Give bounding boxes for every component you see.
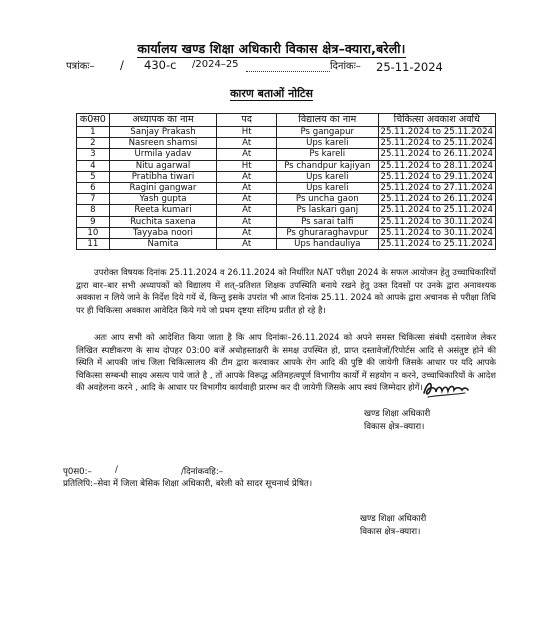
col-leave-period: चिकित्सा अवकाश अवधि [378,114,496,127]
cell-leave-period: 25.11.2024 to 30.11.2024 [378,216,496,227]
table-row [77,138,496,149]
table-row [77,182,496,193]
cell-serial: 2 [77,138,110,149]
ref-dotted-line [246,71,330,72]
office-title-text: कार्यालय खण्ड शिक्षा अधिकारी विकास क्षेत्र–क्यारा,बरेली। [137,41,406,56]
cell-teacher-name: Nasreen shamsi [109,138,217,149]
cell-teacher-name: Namita [109,238,217,249]
cell-teacher-name: Nitu agarwal [109,160,217,171]
col-post: पद [217,114,277,127]
cell-school: Ups kareli [277,182,378,193]
cell-teacher-name: Urmila yadav [109,149,217,160]
cell-school: Ups kareli [277,171,378,182]
cell-leave-period: 25.11.2024 to 26.11.2024 [378,194,496,205]
cell-serial: 10 [77,227,110,238]
table-row [77,171,496,182]
cell-school: Ps laskari ganj [277,205,378,216]
cell-teacher-name: Reeta kumari [109,205,217,216]
cell-post: At [217,205,277,216]
cell-post: At [217,171,277,182]
copy-to-text: प्रतिलिपि:–सेवा में जिला बेसिक शिक्षा अधिकारी, बरेली को सादर सूचनार्थ प्रेषित। [63,479,313,489]
office-title [0,40,543,57]
ref-date: 25-11-2024 [376,60,443,74]
cell-leave-period: 25.11.2024 to 30.11.2024 [378,227,496,238]
body-paragraph-2: अतः आप सभी को आदेशित किया जाता है कि आप दिनांकः–26.11.2024 को अपने समस्त चिकित्सा संबंधी दस्तावेज लेकर लिखित स्पष्टीकरण के साथ दोपहर 03:00 बजें अधोहस्ताक्षरी के समक्ष उपस्थित हो, प्राप्त दस्तावेजों/रिपोर्टस आदि से असंतुष्ट होने की स्थिति में आपकी जांच जिला चिकित्सालय की टीम द्वारा करवाकर आपके रोग आदि की पुष्टि की जायेगी जिसके आधार पर यदि आपके चिकित्सा सम्बन्धी साक्ष्य असत्य पाये जाते है , तों आपके विरूद्ध अतिमहत्वपूर्ण विभागीय कार्यों में सहयोग न करने, उच्चाधिकारियों के आदेश की अवहेलना करने , आदि के आधार पर विभागीय कार्यवाही प्रारम्भ कर दी जायेगी जिसके आप स्वयं जिम्मेदार होगें। [76,332,496,393]
cell-teacher-name: Pratibha tiwari [109,171,217,182]
cell-school: Ps uncha gaon [277,194,378,205]
cell-leave-period: 25.11.2024 to 25.11.2024 [378,127,496,138]
cell-school: Ps kareli [277,149,378,160]
signature-block-2 [360,513,426,539]
cell-serial: 6 [77,182,110,193]
cell-serial: 7 [77,194,110,205]
signature-block-1 [364,408,430,434]
table-row [77,216,496,227]
col-teacher-name: अध्यापक का नाम [109,114,217,127]
table-header-row [77,114,496,127]
patrank-label: पत्रांकः– [66,61,95,72]
cell-serial: 8 [77,205,110,216]
table-row [77,238,496,249]
copy-date-label: /दिनांकवहि:– [181,467,224,477]
signatory-office-2: विकास क्षेत्र–क्यारा। [360,527,421,537]
cell-school: Ups handauliya [277,238,378,249]
cell-serial: 4 [77,160,110,171]
cell-serial: 9 [77,216,110,227]
table-row [77,127,496,138]
cell-leave-period: 25.11.2024 to 25.11.2024 [378,138,496,149]
notice-title: कारण बताओं नोटिस [230,87,313,100]
cell-leave-period: 25.11.2024 to 27.11.2024 [378,182,496,193]
cell-teacher-name: Ruchita saxena [109,216,217,227]
cell-leave-period: 25.11.2024 to 26.11.2024 [378,149,496,160]
cell-teacher-name: Ragini gangwar [109,182,217,193]
reference-line [66,56,486,76]
cell-post: Ht [217,127,277,138]
cell-teacher-name: Tayyaba noori [109,227,217,238]
table-row [77,194,496,205]
table-row [77,149,496,160]
ref-slash: / [120,58,124,72]
cell-post: At [217,138,277,149]
copy-ref-slash: / [115,465,118,475]
table-row [77,227,496,238]
cell-post: At [217,182,277,193]
cell-teacher-name: Yash gupta [109,194,217,205]
signatory-designation: खण्ड शिक्षा अधिकारी [364,409,431,419]
cell-leave-period: 25.11.2024 to 29.11.2024 [378,171,496,182]
cell-post: At [217,149,277,160]
copy-ref-label: पृ0स0:– [63,467,92,477]
cell-post: At [217,238,277,249]
ref-year: /2024–25 [192,59,239,70]
signatory-office: विकास क्षेत्र–क्यारा। [364,422,425,432]
cell-leave-period: 25.11.2024 to 28.11.2024 [378,160,496,171]
cell-post: Ht [217,160,277,171]
col-serial: क0स0 [77,114,110,127]
body-paragraph-1: उपरोक्त विषयक दिनांक 25.11.2024 व 26.11.2024 को निर्धारित NAT परीक्षा 2024 के सफल आयोजन हेतु उच्चाधिकारियों द्वारा बार–बार सभी अध्यापकों को विद्यालय में शत्–प्रतिशत शिक्षक उपस्थिति बनाये रखने हेतु उक्त दिवसों पर उनके द्वारा अनावश्यक अवकाश न लिये जाने के निर्देश दिये गयें थें, किन्तु इसके उपरांत भी आज दिनांक 25.11. 2024 को आपके द्वारा अचानक से परीक्षा तिथि पर ही चिकित्सा अवकाश आवेदित किये गये जो प्रथम दृष्टया संदिग्ध प्रतीत हो रहे है। [76,267,496,315]
cell-leave-period: 25.11.2024 to 25.11.2024 [378,238,496,249]
ref-number: 430-c [144,58,177,72]
cell-serial: 3 [77,149,110,160]
cell-serial: 5 [77,171,110,182]
cell-school: Ps chandpur kajiyan [277,160,378,171]
cell-school: Ups kareli [277,138,378,149]
date-label: दिनांकः– [330,61,361,72]
teacher-leave-table [76,113,496,250]
col-school: विद्यालय का नाम [277,114,378,127]
cell-post: At [217,194,277,205]
table-row [77,205,496,216]
cell-leave-period: 25.11.2024 to 25.11.2024 [378,205,496,216]
signatory-designation-2: खण्ड शिक्षा अधिकारी [360,514,427,524]
cell-serial: 11 [77,238,110,249]
cell-serial: 1 [77,127,110,138]
cell-post: At [217,227,277,238]
cell-post: At [217,216,277,227]
table-row [77,160,496,171]
cell-school: Ps sarai talfi [277,216,378,227]
signature-image [421,378,471,402]
cell-school: Ps gangapur [277,127,378,138]
cell-school: Ps ghuraraghavpur [277,227,378,238]
cell-teacher-name: Sanjay Prakash [109,127,217,138]
